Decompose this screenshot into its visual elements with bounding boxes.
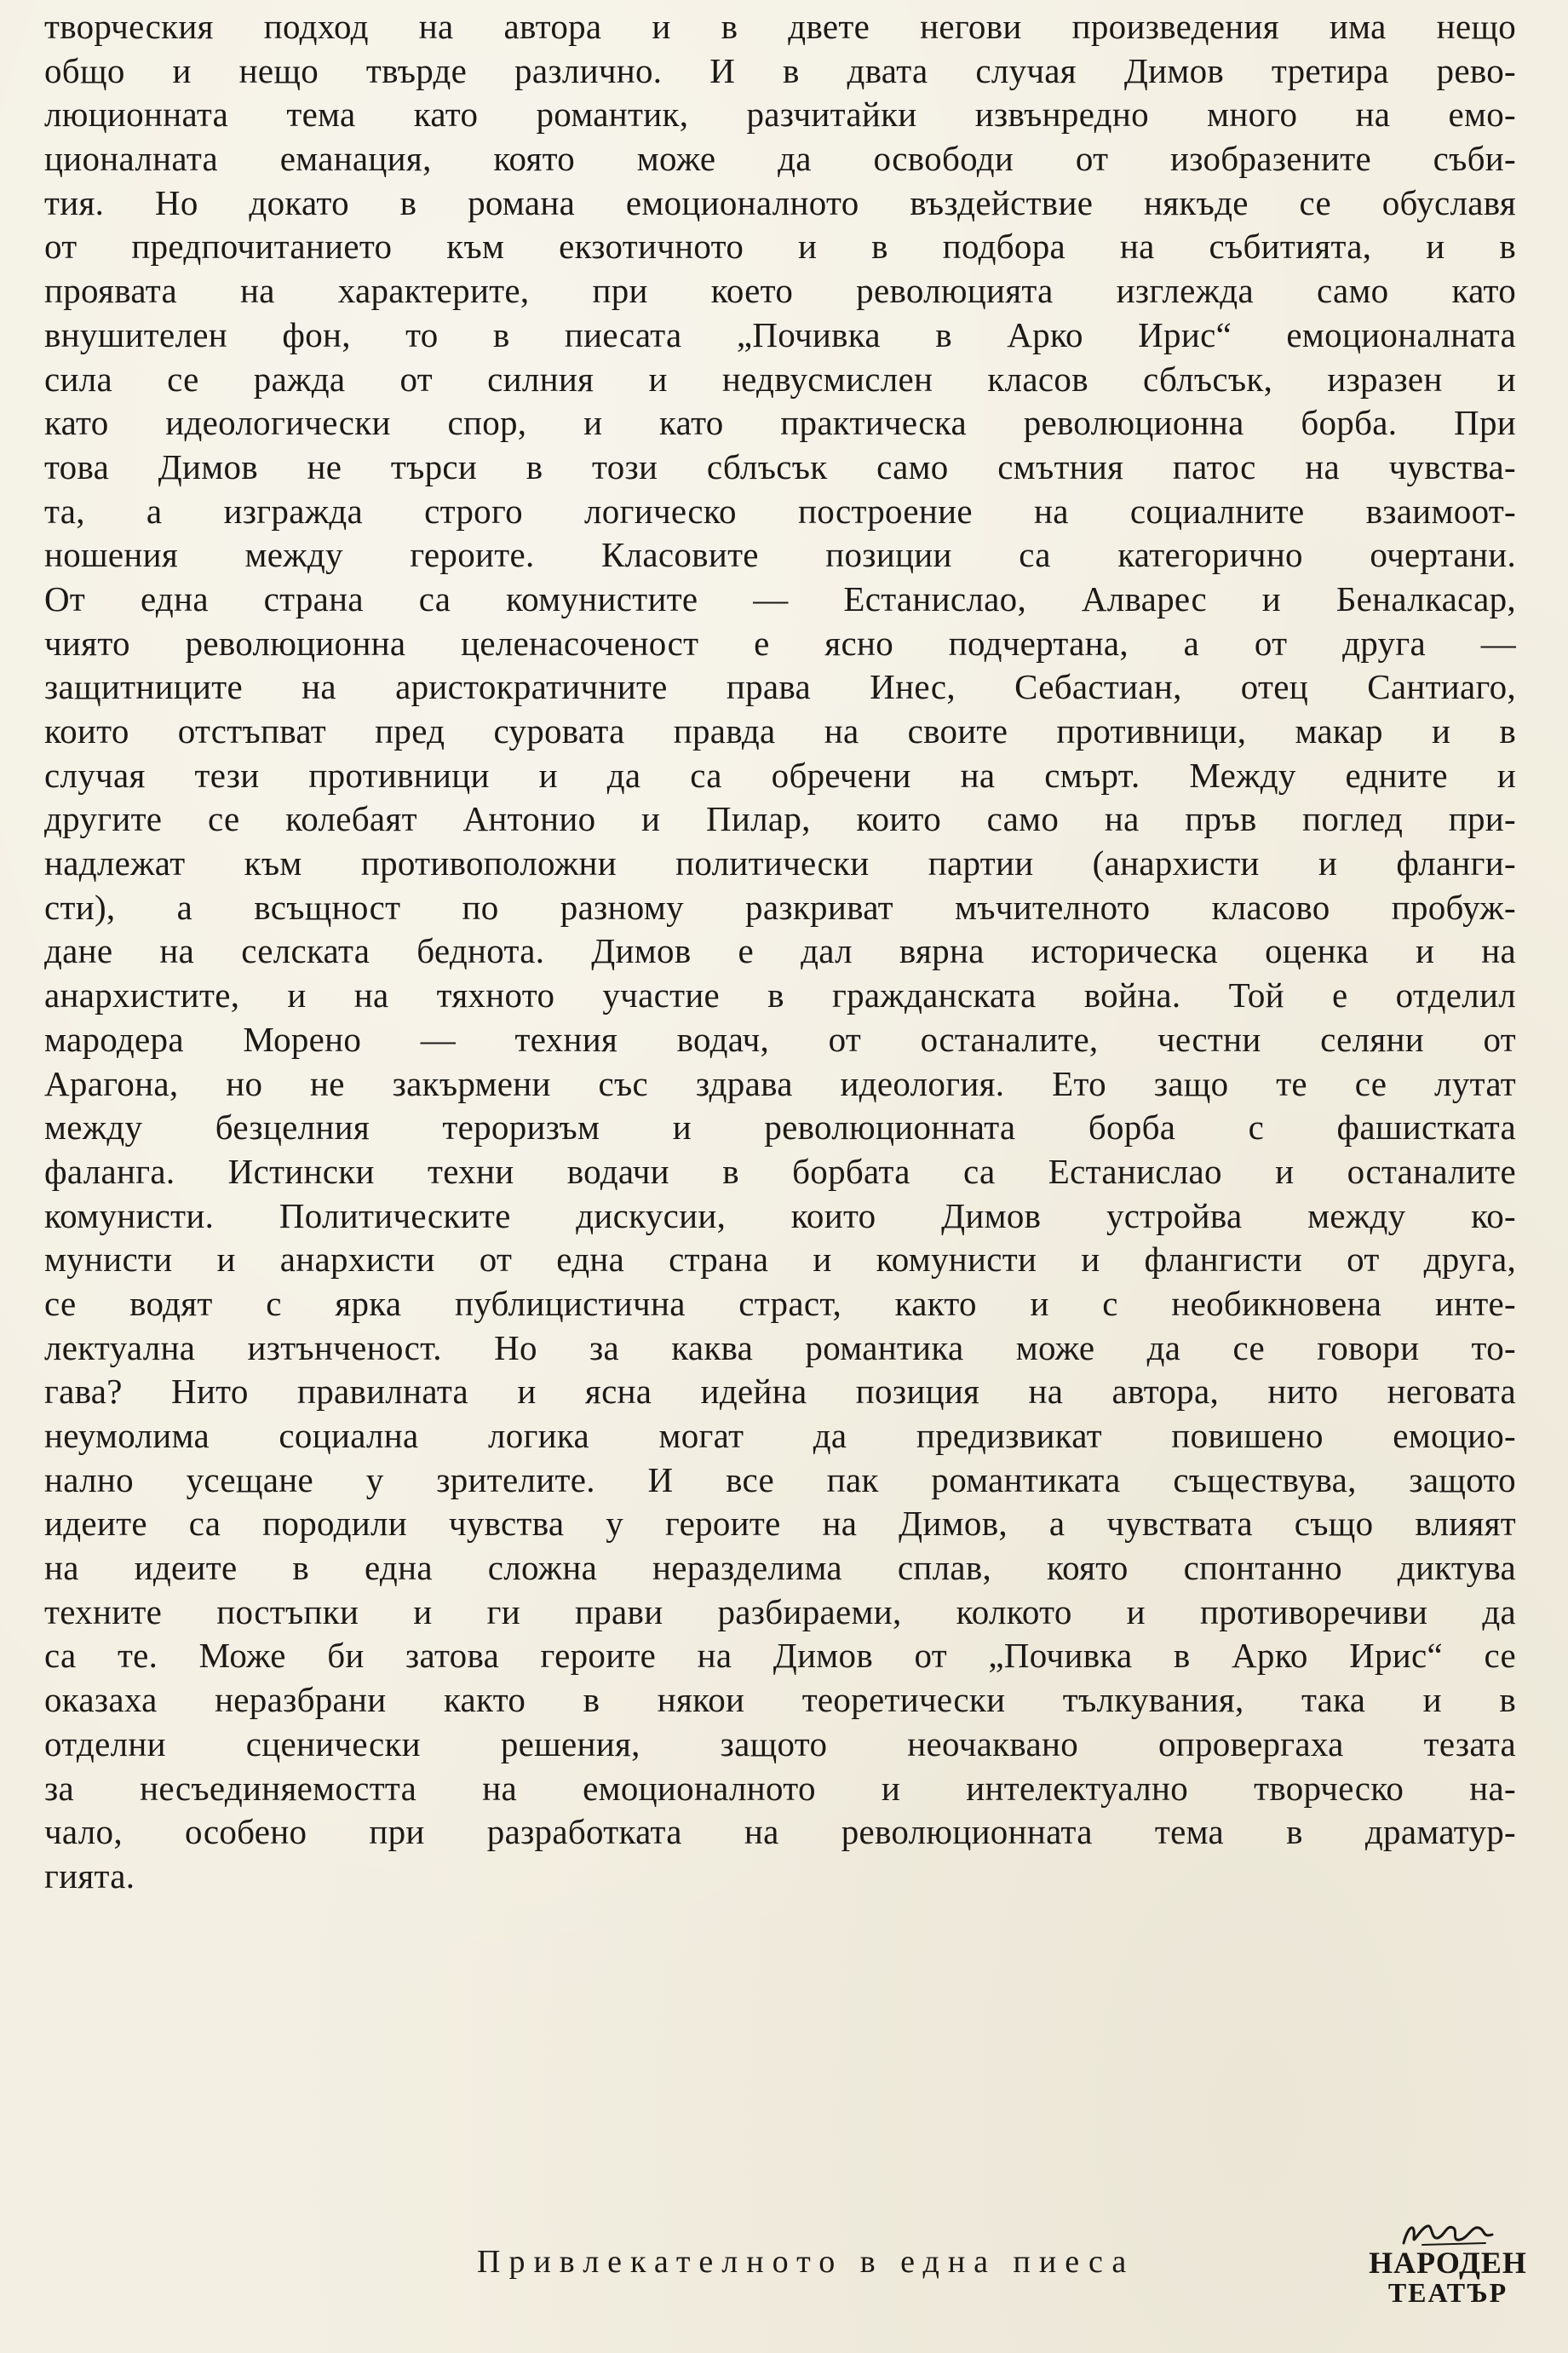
text-line: отделни сценически решения, защото неочаквано опровергаха тезата [44,1723,1516,1763]
text-line: сти), а всъщност по разному разкриват мъчителното класово пробуж- [44,887,1516,927]
national-theatre-logo [1363,2219,1533,2313]
logo-text-line1: НАРОДЕН [1369,2246,1527,2280]
text-line: анархистите, и на тяхното участие в гражданската война. Той е отделил [44,975,1516,1015]
page-footer [0,2219,1568,2313]
text-line: случая тези противници и да са обречени на смърт. Между едните и [44,755,1516,795]
text-line: фаланга. Истински техни водачи в борбата са Естанислао и останалите [44,1151,1516,1191]
logo-text-line2: ТЕАТЪР [1387,2277,1508,2308]
text-line: другите се колебаят Антонио и Пилар, които само на пръв поглед при- [44,799,1516,839]
text-line: мунисти и анархисти от една страна и комунисти и флангисти от друга, [44,1240,1516,1280]
text-line: чиято революционна целенасоченост е ясно подчертана, а от друга — [44,623,1516,663]
text-line: надлежат към противоположни политически партии (анархисти и фланги- [44,843,1516,883]
text-line: защитниците на аристократичните права Инес, Себастиан, отец Сантиаго, [44,667,1516,707]
text-line: техните постъпки и ги прави разбираеми, колкото и противоречиви да [44,1591,1516,1631]
text-line: внушителен фон, то в пиесата „Почивка в Арко Ирис“ емоционалната [44,314,1516,354]
text-line: гията. [44,1855,135,1896]
text-line: ношения между героите. Класовите позиции са категорично очертани. [44,535,1516,575]
text-line: оказаха неразбрани както в някои теоретически тълкувания, така и в [44,1680,1516,1720]
text-line: гава? Нито правилната и ясна идейна позиция на автора, нито неговата [44,1372,1516,1412]
text-line: от предпочитанието към екзотичното и в подбора на събитията, и в [44,227,1516,267]
text-line: ционалната еманация, която може да освободи от изобразените съби- [44,139,1516,179]
text-line: като идеологически спор, и като практическа революционна борба. При [44,403,1516,443]
text-line: за несъединяемостта на емоционалното и интелектуално творческо на- [44,1768,1516,1808]
text-line: проявата на характерите, при което революцията изглежда само като [44,271,1516,311]
text-line: нално усещане у зрителите. И все пак романтиката съществува, защото [44,1459,1516,1499]
text-line: на идеите в една сложна неразделима сплав, която спонтанно диктува [44,1548,1516,1588]
text-line: лектуална изтънченост. Но за каква романтика може да се говори то- [44,1327,1516,1367]
text-line: са те. Може би затова героите на Димов от „Почивка в Арко Ирис“ се [44,1636,1516,1676]
text-line: това Димов не търси в този сблъсък само смътния патос на чувства- [44,446,1516,486]
footer-title: Привлекателното в една пиеса [477,2244,1135,2280]
text-line: дане на селската беднота. Димов е дал вярна историческа оценка и на [44,931,1516,971]
text-line: От една страна са комунистите — Естанислао, Алварес и Беналкасар, [44,578,1516,618]
text-line: та, а изгражда строго логическо построение на социалните взаимоот- [44,491,1516,531]
text-line: неумолима социална логика могат да предизвикат повишено емоцио- [44,1416,1516,1455]
text-line: общо и нещо твърде различно. И в двата случая Димов третира рево- [44,50,1516,90]
text-line: тия. Но докато в романа емоционалното въздействие някъде се обуславя [44,182,1516,222]
text-line: мародера Морено — техния водач, от останалите, честни селяни от [44,1019,1516,1059]
text-line: комунисти. Политическите дискусии, които Димов устройва между ко- [44,1195,1516,1235]
text-line: творческия подход на автора и в двете негови произведения има нещо [44,7,1516,46]
text-line: идеите са породили чувства у героите на Димов, а чувствата също влияят [44,1504,1516,1544]
body-text [44,5,1516,1899]
text-line: Арагона, но не закърмени със здрава идеология. Ето защо те се лутат [44,1063,1516,1103]
text-line: се водят с ярка публицистична страст, както и с необикновена инте- [44,1283,1516,1323]
text-line: между безцелния тероризъм и революционната борба с фашистката [44,1107,1516,1148]
text-line: люционната тема като романтик, разчитайки извънредно много на емо- [44,95,1516,135]
text-line: които отстъпват пред суровата правда на своите противници, макар и в [44,711,1516,751]
text-line: сила се ражда от силния и недвусмислен класов сблъсък, изразен и [44,359,1516,399]
text-line: чало, особено при разработката на революционната тема в драматур- [44,1812,1516,1852]
